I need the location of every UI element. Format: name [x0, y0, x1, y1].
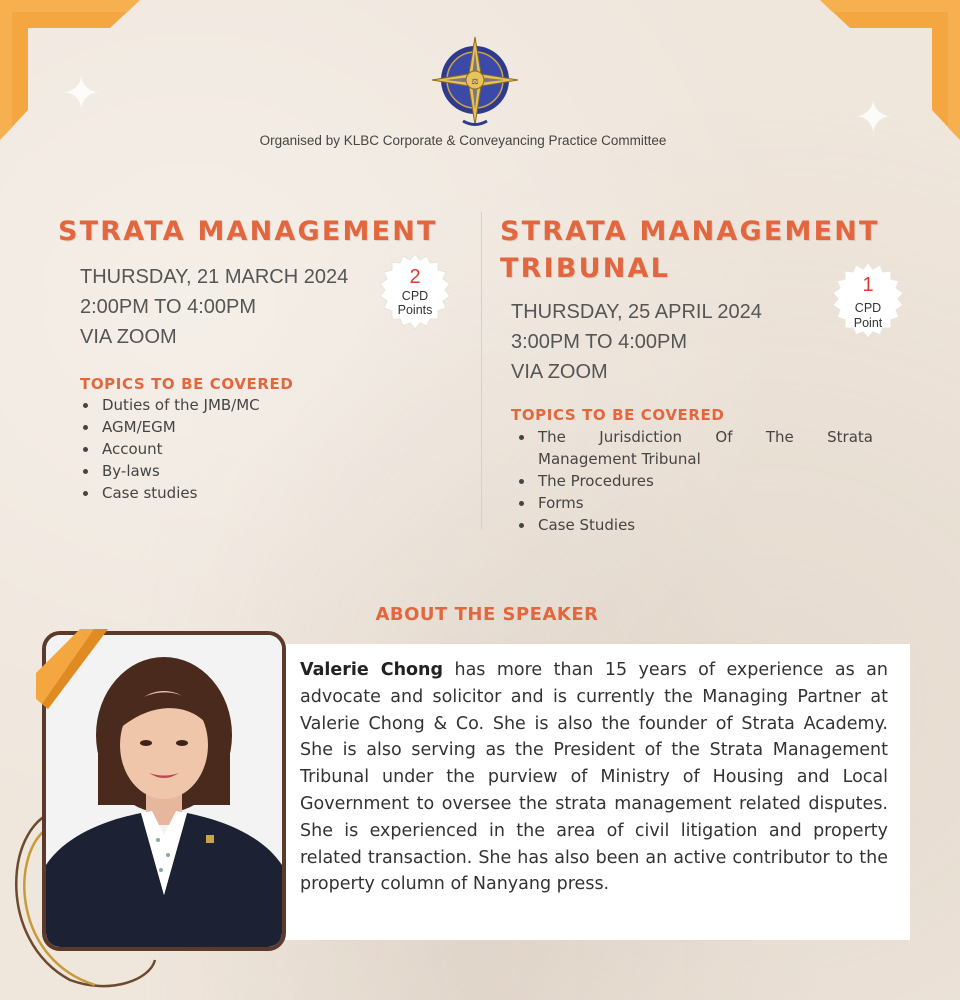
event-2-time: 3:00PM TO 4:00PM — [511, 331, 688, 353]
bar-committee-logo-icon — [430, 35, 520, 130]
list-item: Duties of the JMB/MC — [80, 394, 380, 416]
list-item-line: Management Tribunal — [538, 450, 701, 468]
event-1-time: 2:00PM TO 4:00PM — [80, 296, 257, 318]
sparkle-icon: ✦ — [854, 90, 893, 144]
cpd-badge-icon — [376, 253, 454, 331]
list-item-line: The Jurisdiction Of The Strata — [538, 428, 873, 446]
cpd-points-number: 1 — [862, 274, 874, 296]
cpd-points-label: Point — [853, 316, 883, 330]
event-2-date: THURSDAY, 25 APRIL 2024 — [511, 301, 762, 323]
list-item — [516, 426, 873, 470]
event-1-topics-heading: TOPICS TO BE COVERED — [80, 375, 294, 393]
sparkle-icon: ✦ — [62, 66, 101, 120]
cpd-badge-icon — [829, 262, 907, 340]
event-2-title-line-2: TRIBUNAL — [500, 253, 671, 284]
list-item: Account — [80, 438, 380, 460]
event-1-venue: VIA ZOOM — [80, 326, 177, 348]
list-item: By-laws — [80, 460, 380, 482]
speaker-name: Valerie Chong — [300, 660, 444, 680]
list-item: AGM/EGM — [80, 416, 380, 438]
event-2-title-line-1: STRATA MANAGEMENT — [500, 216, 880, 247]
event-1-date: THURSDAY, 21 MARCH 2024 — [80, 266, 349, 288]
cpd-points-label: CPD — [401, 289, 429, 303]
column-divider — [481, 212, 482, 530]
organiser-text: Organised by KLBC Corporate & Conveyancing Practice Committee — [259, 133, 667, 148]
event-2-topics-list — [516, 426, 873, 536]
event-2-topics-heading: TOPICS TO BE COVERED — [511, 406, 725, 424]
event-1-topics-list — [80, 394, 380, 504]
svg-text:⚖: ⚖ — [471, 77, 479, 86]
cpd-points-label: CPD — [854, 301, 882, 315]
cpd-points-label: Points — [397, 303, 433, 317]
speaker-bio — [300, 657, 888, 898]
event-2-details — [511, 297, 762, 387]
about-speaker-heading: ABOUT THE SPEAKER — [375, 604, 599, 625]
event-2-title — [500, 213, 880, 287]
list-item: The Procedures — [516, 470, 873, 492]
event-2-venue: VIA ZOOM — [511, 361, 608, 383]
list-item: Case Studies — [516, 514, 873, 536]
list-item: Case studies — [80, 482, 380, 504]
cpd-points-number: 2 — [409, 266, 421, 288]
ribbon-icon — [30, 625, 120, 715]
event-1-title: STRATA MANAGEMENT — [58, 216, 438, 247]
speaker-bio-text: has more than 15 years of experience as an advocate and solicitor and is currently the Managing Partner at Valerie Chong & Co. She is also the founder of Strata Academy. She is also serving as the President of the Strata Management Tribunal under the purview of Ministry of Housing and Local Government to oversee the strata management related disputes. She is experienced in the area of civil litigation and property related transaction. She has also been an active contributor to the property column of Nanyang press. — [300, 660, 888, 895]
list-item: Forms — [516, 492, 873, 514]
event-1-details — [80, 262, 348, 352]
